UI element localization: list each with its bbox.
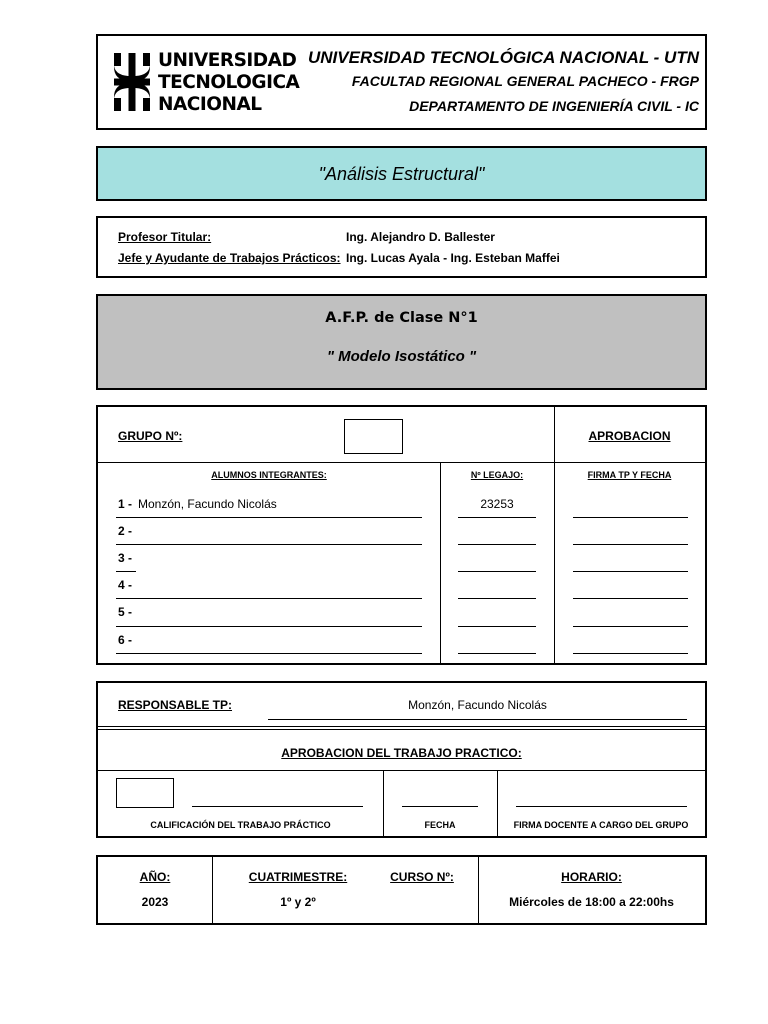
divider — [554, 407, 555, 663]
subject-title: "Análisis Estructural" — [318, 164, 485, 184]
logo-line: NACIONAL — [158, 94, 262, 115]
legajo-line — [458, 571, 536, 572]
signature-line[interactable] — [516, 806, 687, 807]
assignment-banner — [96, 294, 707, 390]
group-number-field[interactable] — [344, 419, 403, 454]
student-legajo[interactable]: 23253 — [480, 497, 514, 511]
name-line — [116, 571, 136, 572]
assignment-title: A.F.P. de Clase N°1 — [325, 310, 478, 326]
university-name: UNIVERSIDAD TECNOLÓGICA NACIONAL - UTN — [308, 48, 699, 67]
professor-value: Ing. Alejandro D. Ballester — [346, 230, 495, 244]
signature-header: FIRMA TP Y FECHA — [587, 470, 672, 480]
student-row-number: 4 - — [118, 578, 133, 592]
schedule-value: Miércoles de 18:00 a 22:00hs — [509, 895, 674, 909]
group-table — [96, 405, 707, 665]
logo-line: TECNOLOGICA — [158, 72, 300, 93]
divider — [98, 729, 705, 730]
legajo-line — [458, 544, 536, 545]
institution-header — [96, 34, 707, 130]
group-number-label: GRUPO Nº: — [118, 429, 183, 443]
staff-panel — [96, 216, 707, 278]
student-row-number: 1 - — [118, 497, 133, 511]
assistant-label: Jefe y Ayudante de Trabajos Prácticos: — [118, 251, 341, 265]
signature-caption: FIRMA DOCENTE A CARGO DEL GRUPO — [513, 820, 689, 830]
semester-label: CUATRIMESTRE: — [248, 870, 348, 884]
faculty-name: FACULTAD REGIONAL GENERAL PACHECO - FRGP — [351, 73, 699, 89]
name-line — [116, 517, 422, 518]
department-name: DEPARTAMENTO DE INGENIERÍA CIVIL - IC — [409, 98, 699, 114]
signature-line[interactable] — [573, 626, 688, 627]
grade-line — [192, 806, 363, 807]
grade-field[interactable] — [116, 778, 174, 808]
student-row-number: 6 - — [118, 633, 133, 647]
signature-line[interactable] — [573, 517, 688, 518]
name-line — [116, 626, 422, 627]
logo-wordmark — [158, 50, 299, 116]
professor-label: Profesor Titular: — [118, 230, 212, 244]
legajo-header: Nº LEGAJO: — [470, 470, 524, 480]
signature-line[interactable] — [573, 598, 688, 599]
name-line — [116, 544, 422, 545]
legajo-line — [458, 626, 536, 627]
responsible-label: RESPONSABLE TP: — [118, 698, 233, 712]
signature-line[interactable] — [573, 653, 688, 654]
signature-line[interactable] — [573, 544, 688, 545]
divider — [98, 462, 705, 463]
legajo-line — [458, 653, 536, 654]
grade-caption: CALIFICACIÓN DEL TRABAJO PRÁCTICO — [150, 820, 331, 830]
divider — [212, 857, 213, 923]
utn-logo-icon — [114, 53, 150, 111]
responsible-panel — [96, 681, 707, 838]
assistant-value: Ing. Lucas Ayala - Ing. Esteban Maffei — [346, 251, 560, 265]
divider — [98, 770, 705, 771]
assignment-subtitle: " Modelo Isostático " — [326, 348, 477, 365]
course-label: CURSO Nº: — [390, 870, 454, 884]
responsible-value[interactable]: Monzón, Facundo Nicolás — [408, 698, 547, 712]
name-line — [116, 653, 422, 654]
legajo-line — [458, 598, 536, 599]
subject-banner — [96, 146, 707, 201]
approval-title: APROBACION DEL TRABAJO PRACTICO: — [281, 746, 522, 760]
date-caption: FECHA — [424, 820, 456, 830]
student-row-number: 3 - — [118, 551, 133, 565]
divider — [440, 462, 441, 663]
semester-value: 1º y 2º — [280, 895, 316, 909]
legajo-line — [458, 517, 536, 518]
logo-line: UNIVERSIDAD — [158, 50, 297, 71]
responsible-line — [268, 719, 687, 720]
name-line — [116, 598, 422, 599]
signature-line[interactable] — [573, 571, 688, 572]
year-label: AÑO: — [139, 870, 171, 884]
date-line[interactable] — [402, 806, 478, 807]
student-name[interactable]: Monzón, Facundo Nicolás — [138, 497, 277, 511]
divider — [478, 857, 479, 923]
student-row-number: 5 - — [118, 605, 133, 619]
year-value: 2023 — [141, 895, 169, 909]
divider — [98, 726, 705, 727]
students-header: ALUMNOS INTEGRANTES: — [211, 470, 327, 480]
approval-label: APROBACION — [588, 429, 671, 443]
schedule-label: HORARIO: — [561, 870, 622, 884]
course-panel — [96, 855, 707, 925]
student-row-number: 2 - — [118, 524, 133, 538]
